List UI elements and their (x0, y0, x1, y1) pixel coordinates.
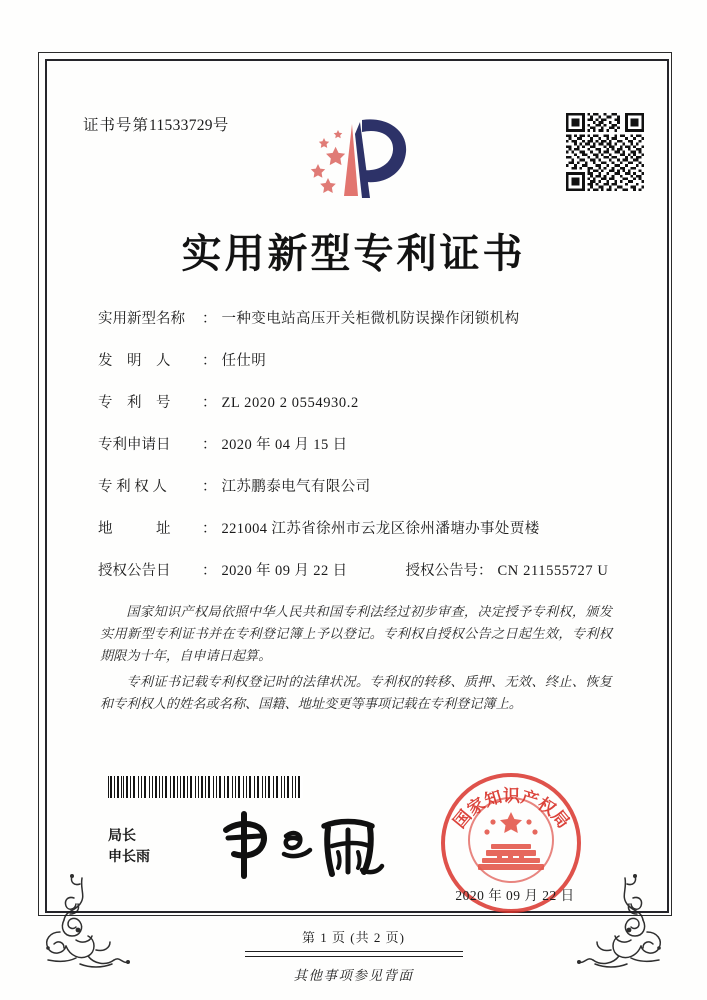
field-row-inventor (98, 349, 638, 370)
field-row-grant (98, 559, 638, 580)
svg-text:国家知识产权局: 国家知识产权局 (449, 786, 574, 832)
field-row-patentee (98, 475, 638, 496)
footer-divider (245, 951, 463, 957)
certificate-number-value: 11533729 (149, 117, 213, 134)
corner-ornament-bottom-left-icon (30, 870, 138, 978)
legal-paragraph-2: 专利证书记载专利权登记时的法律状况。专利权的转移、质押、无效、终止、恢复和专利权人的姓名或名称、国籍、地址变更等事项记载在专利登记簿上。 (100, 675, 612, 712)
field-colon-grant-date: ： (202, 563, 217, 579)
director-block (108, 826, 150, 868)
grant-announcement-number-group (406, 559, 609, 580)
cnipa-logo-icon (300, 108, 420, 206)
certificate-number-suffix: 号 (212, 117, 230, 134)
field-label-patentee: 专 利 权 人 (98, 479, 167, 495)
field-value-patent-number: ZL 2020 2 0554930.2 (221, 395, 359, 411)
field-row-patent-number (98, 391, 638, 412)
qr-code (566, 113, 644, 191)
certificate-fields (98, 307, 638, 586)
field-value-patentee: 江苏鹏泰电气有限公司 (221, 479, 371, 495)
field-label-patent-number: 专 利 号 (98, 395, 171, 411)
field-colon-inventor: ： (202, 353, 217, 369)
field-colon-application-date: ： (202, 437, 217, 453)
field-colon-utility-model-name: ： (202, 311, 217, 327)
field-row-application-date (98, 433, 638, 454)
barcode (107, 776, 303, 798)
field-colon-address: ： (202, 521, 217, 537)
certificate-number (83, 113, 229, 135)
field-value-inventor: 任仕明 (221, 353, 267, 369)
director-title: 局长 (108, 829, 136, 844)
page-number: 第 1 页 (共 2 页) (302, 930, 405, 945)
backside-note: 其他事项参见背面 (293, 968, 414, 984)
field-value-utility-model-name: 一种变电站高压开关柜微机防误操作闭锁机构 (221, 311, 520, 327)
field-value-grant-date: 2020 年 09 月 22 日 (221, 563, 348, 579)
field-label-inventor: 发 明 人 (98, 353, 171, 369)
field-row-utility-model-name (98, 307, 638, 328)
certificate-number-label: 证书号第 (83, 117, 150, 134)
legal-body-text (100, 602, 612, 720)
field-label-address: 地 址 (98, 521, 171, 537)
field-value-application-date: 2020 年 04 月 15 日 (221, 437, 348, 453)
director-signature (212, 806, 392, 882)
field-value-announcement-number: CN 211555727 U (497, 563, 609, 579)
field-label-announcement-number: 授权公告号 (405, 563, 479, 579)
legal-paragraph-1: 国家知识产权局依照中华人民共和国专利法经过初步审查，决定授予专利权，颁发实用新型专利证书并在专利登记簿上予以登记。专利权自授权公告之日起生效，专利权期限为十年，自申请日起算。 (100, 605, 612, 664)
page-title: 实用新型专利证书 (181, 230, 526, 277)
field-label-grant-date: 授权公告日 (98, 563, 171, 579)
field-colon-patent-number: ： (202, 395, 217, 411)
field-label-application-date: 专利申请日 (98, 437, 171, 453)
field-colon-announcement-number: ： (478, 563, 493, 579)
field-row-address (98, 517, 638, 538)
field-colon-patentee: ： (202, 479, 217, 495)
director-name: 申长雨 (108, 850, 150, 865)
seal-date: 2020 年 09 月 22 日 (455, 888, 575, 903)
field-label-utility-model-name: 实用新型名称 (98, 311, 185, 327)
field-value-address: 221004 江苏省徐州市云龙区徐州潘塘办事处贾楼 (221, 521, 540, 537)
